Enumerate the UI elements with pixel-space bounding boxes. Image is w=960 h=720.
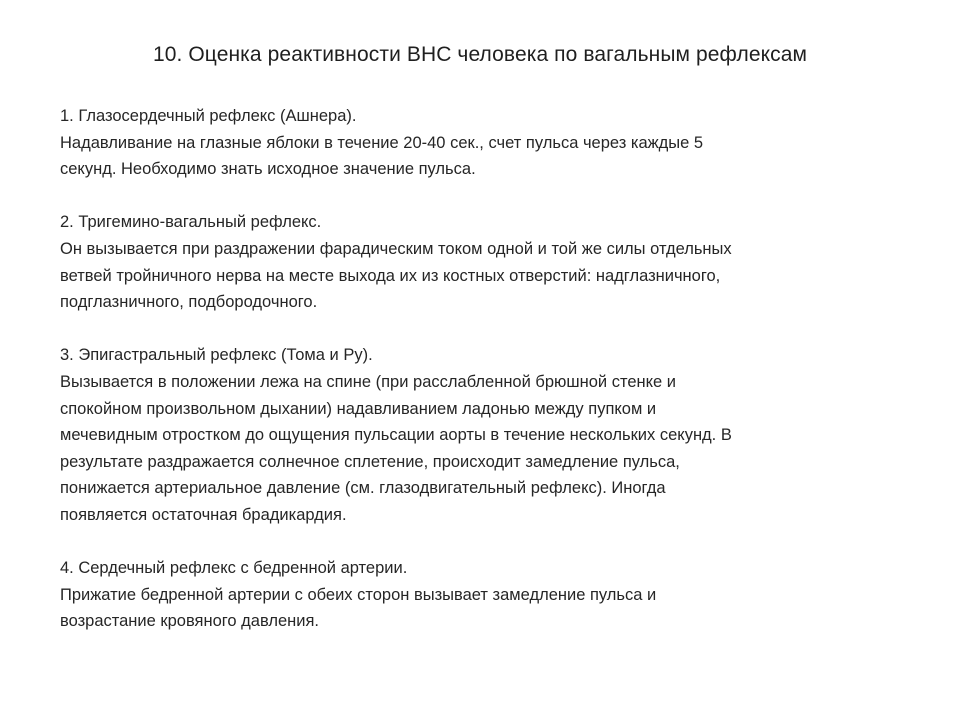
section-line: ветвей тройничного нерва на месте выхода их из костных отверстий: надглазничного, [60,266,721,285]
section-line: спокойном произвольном дыхании) надавливанием ладонью между пупком и [60,399,657,418]
section-line: подглазничного, подбородочного. [60,293,318,312]
section-line: возрастание кровяного давления. [60,612,320,631]
section-heading: 3. Эпигастральный рефлекс (Тома и Ру). [60,346,373,365]
slide-body [60,103,910,635]
section-line: понижается артериальное давление (см. глазодвигательный рефлекс). Иногда [60,479,666,498]
section-heading: 2. Тригемино-вагальный рефлекс. [60,213,322,232]
section-line: Надавливание на глазные яблоки в течение 20-40 сек., счет пульса через каждые 5 [60,133,704,152]
section-line: Он вызывается при раздражении фарадическим током одной и той же силы отдельных [60,239,732,258]
section-heading: 4. Сердечный рефлекс с бедренной артерии. [60,559,408,578]
reflex-section-3 [60,342,910,528]
reflex-section-1 [60,103,910,183]
section-line: мечевидным отростком до ощущения пульсации аорты в течение нескольких секунд. В [60,426,732,445]
slide-title: 10. Оценка реактивности ВНС человека по вагальным рефлексам [152,43,808,66]
section-line: появляется остаточная брадикардия. [60,505,347,524]
section-line: Вызывается в положении лежа на спине (при расслабленной брюшной стенке и [60,372,677,391]
section-heading: 1. Глазосердечный рефлекс (Ашнера). [60,107,357,125]
reflex-section-4 [60,555,910,635]
section-line: результате раздражается солнечное сплетение, происходит замедление пульса, [60,452,680,471]
section-line: Прижатие бедренной артерии с обеих сторон вызывает замедление пульса и [60,585,657,604]
section-line: секунд. Необходимо знать исходное значение пульса. [60,160,476,179]
reflex-section-2 [60,209,910,315]
